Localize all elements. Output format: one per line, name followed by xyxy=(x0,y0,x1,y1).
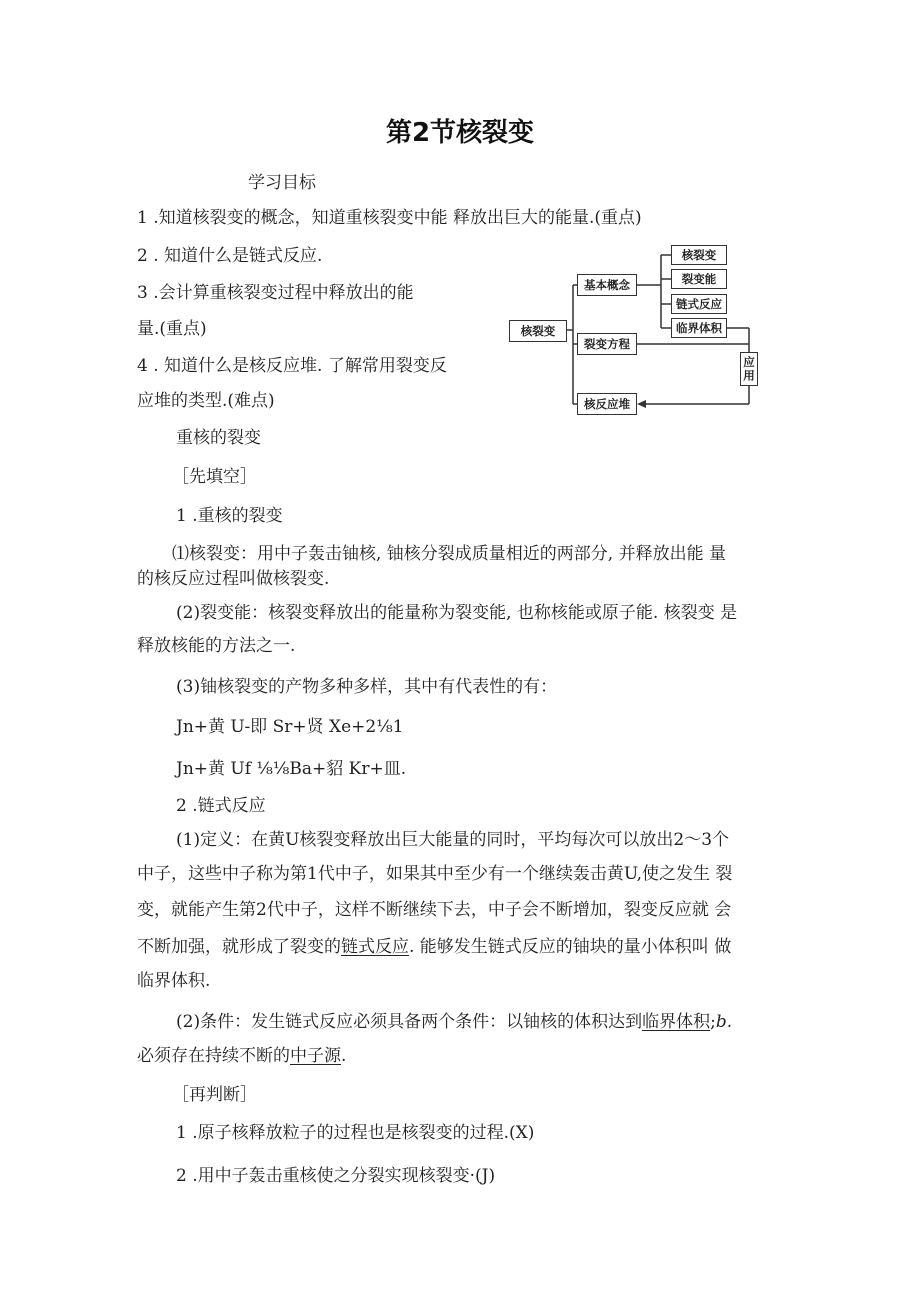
cond-line-2 xyxy=(137,1045,346,1067)
diagram-leaf-fission: 核裂变 xyxy=(671,245,727,265)
def-line-2: 中子，这些中子称为第1代中子，如果其中至少有一个继续轰击黄U,使之发生 裂 xyxy=(137,864,733,884)
term-critical-volume: 临界体积 xyxy=(642,1012,711,1032)
cond-line-1-start: (2)条件：发生链式反应必须具备两个条件：以铀核的体积达到 xyxy=(176,1012,643,1032)
judge-item-1: 1 .原子核释放粒子的过程也是核裂变的过程.(X) xyxy=(176,1123,535,1143)
def-line-3: 变，就能产生第2代中子，这样不断继续下去，中子会不断增加，裂变反应就 会 xyxy=(137,900,732,920)
subsection-1-heading: 1 .重核的裂变 xyxy=(176,506,283,526)
diagram-leaf-critical: 临界体积 xyxy=(671,318,727,338)
para-energy-l2: 释放核能的方法之一. xyxy=(137,636,296,656)
goal-item-3-cont: 量.(重点) xyxy=(137,319,207,339)
equation-2: Jn+黄 Uf ⅛⅛Ba+貂 Kr+皿. xyxy=(176,759,407,779)
equation-1: Jn+黄 U-即 Sr+贤 Xe+2⅛1 xyxy=(176,717,404,737)
diagram-leaf-chain: 链式反应 xyxy=(671,294,727,314)
def-line-4-end: . 能够发生链式反应的铀块的量小体积叫 做 xyxy=(409,937,732,957)
diagram-equation-box: 裂变方程 xyxy=(577,333,637,355)
cond-line-2-start: 必须存在持续不断的 xyxy=(137,1046,290,1066)
term-chain-reaction: 链式反应 xyxy=(341,937,409,957)
goal-item-2: 2 . 知道什么是链式反应. xyxy=(137,246,323,266)
diagram-root-box: 核裂变 xyxy=(509,320,567,342)
page-title: 第2节核裂变 xyxy=(385,118,535,148)
para-energy-l1: (2)裂变能：核裂变释放出的能量称为裂变能, 也称核能或原子能. 核裂变 是 xyxy=(176,603,738,623)
subsection-2-heading: 2 .链式反应 xyxy=(176,796,266,816)
goal-item-3: 3 .会计算重核裂变过程中释放出的能 xyxy=(137,283,414,303)
section-heading: 重核的裂变 xyxy=(176,428,261,448)
cond-line-1 xyxy=(176,1011,732,1033)
goal-item-4-cont: 应堆的类型.(难点) xyxy=(137,391,275,411)
term-neutron-source: 中子源 xyxy=(290,1046,341,1066)
cond-line-2-end: . xyxy=(341,1046,347,1066)
cond-line-1-b: b. xyxy=(715,1012,733,1032)
diagram-apply-box: 应用 xyxy=(740,352,758,386)
cond-line-1-semicolon: ; xyxy=(710,1012,716,1032)
para-fission-l2: 的核反应过程叫做核裂变. xyxy=(137,569,330,589)
judge-label: ［再判断］ xyxy=(172,1085,257,1105)
diagram-basic-box: 基本概念 xyxy=(577,274,637,296)
diagram-reactor-box: 核反应堆 xyxy=(577,393,637,415)
def-line-4 xyxy=(137,936,731,958)
def-line-4-start: 不断加强，就形成了裂变的 xyxy=(137,937,341,957)
fill-label: ［先填空］ xyxy=(172,467,257,487)
para-fission-l1: ⑴核裂变：用中子轰击铀核, 铀核分裂成质量相近的两部分, 并释放出能 量 xyxy=(172,544,727,564)
diagram-leaf-energy: 裂变能 xyxy=(671,269,727,289)
goals-heading: 学习目标 xyxy=(248,173,316,193)
concept-diagram xyxy=(505,238,775,423)
goal-item-4: 4 . 知道什么是核反应堆. 了解常用裂变反 xyxy=(137,356,447,376)
judge-item-2: 2 .用中子轰击重核使之分裂实现核裂变·(J) xyxy=(176,1166,496,1186)
def-line-5: 临界体积. xyxy=(137,971,211,991)
goal-item-1: 1 .知道核裂变的概念，知道重核裂变中能 释放出巨大的能量.(重点) xyxy=(137,208,642,228)
para-products: (3)铀核裂变的产物多种多样，其中有代表性的有： xyxy=(176,677,558,697)
def-line-1: (1)定义：在黄U核裂变释放出巨大能量的同时，平均每次可以放出2～3个 xyxy=(176,830,730,850)
